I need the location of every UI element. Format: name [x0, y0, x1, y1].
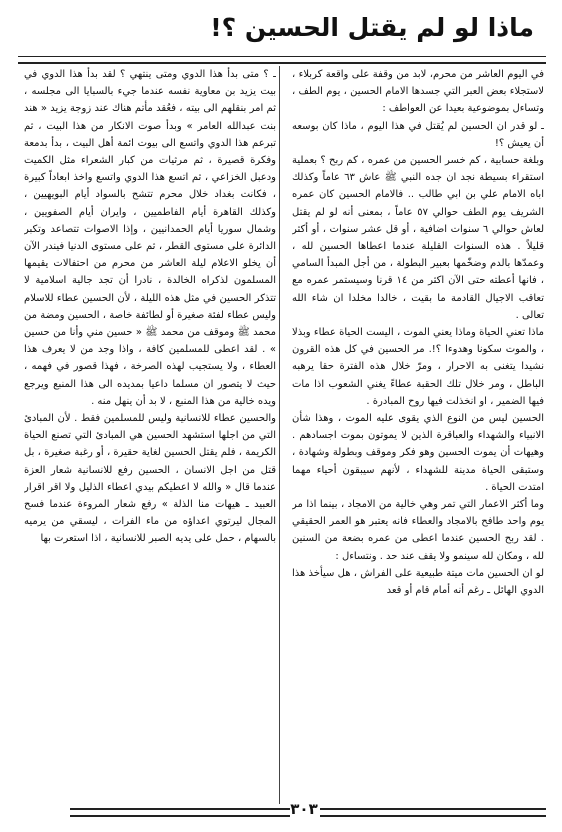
paragraph: والحسين عطاء للانسانية وليس للمسلمين فقط . لأن المبادئ التي من اجلها استشهد الحسين هي المبادئ التي تصنع الحياة الكريمة ، فلم يقتل الحسين لغاية حقيرة ، أو رغبة صغيرة ، بل قتل من اجل الانسان ، الحسين رفع للانسانية شعار العزة عندما قال « والله لا اعطيكم بيدي اعطاء الذليل ولا اقر اقرار العبيد ـ هيهات منا الذلة » رفع شعار المروءة عندما فسح المجال ليرتوي اعداؤه من ماء الفرات ، ليسقي من يرميه بالسهام ، حمل على يديه الصبر للانسانية ، اذا استعرت بها [24, 413, 276, 545]
footer-rule [70, 815, 290, 817]
paragraph: وبلغة حسابية ، كم خسر الحسين من عمره ، كم ربح ؟ بعملية استقراء بسيطة نجد ان جده النبي ﷺ عاش ٦٣ عاماً وكذلك اباه الامام علي بن ابي طالب .. فالامام الحسين كان عمره الشريف يوم الطف حوالي ٥٧ عاماً ، بمعنى أنه لو لم يقتل لعاش حوالي ٦ سنوات اضافية ، أو قل عشر سنوات ، أو أكثر قليلاً . هذه السنوات القليلة عندما اعطاها الحسين لله ، وعمدّها بالدم وضخّمها بعبير البطولة ، من أجل المبدأ السامي ، فانها أعطته حتى الآن اكثر من ١٤ قرنا وسيستمر عمره مع تعاقب الاجيال القادمة ما بقيت ، خالدا مخلدا ان شاء الله تعالى . [292, 155, 544, 321]
footer-rule [320, 815, 546, 817]
column-divider [279, 66, 280, 804]
footer-rule [70, 808, 290, 810]
paragraph: وما أكثر الاعمار التي تمر وهي خالية من الامجاد ، بينما اذا مر يوم واحد طافح بالامجاد والعطاء فانه يعتبر هو العمر الحقيقي . لقد ربح الحسين عندما اعطى من عمره بضعة من السنين لله ، ومكان لله سينمو ولا يقف عند حد . ونتساءل : [292, 499, 544, 562]
page-number: ٣٠٣ [290, 800, 318, 818]
paragraph: الحسين ليس من النوع الذي يقوى عليه الموت ، وهذا شأن الانبياء والشهداء والعباقرة الذين لا يموتون بموت اجسادهم . وهيهات أن يموت الحسين وهو فكر وموقف وبطولة وشهادة ، وستبقى الحياة مدينة للشهداء ، لأنهم سيبقون أحياء مهما امتدت الحياة . [292, 413, 544, 493]
paragraph: في اليوم العاشر من محرم، لابد من وقفة على واقعة كربلاء ، لاستجلاء بعض العبر التي جسدها الامام الحسين ، يوم الطف ، وتساءل بموضوعية بعيدا عن العواطف : [292, 69, 544, 115]
title-divider [18, 56, 546, 64]
footer-rule [320, 808, 546, 810]
paragraph: ـ ؟ متى بدأ هذا الدوي ومتى ينتهي ؟ لقد بدأ هذا الدوي في بيت يزيد بن معاوية نفسه عندما جيء بالسبايا الى مجلسه ، ثم امر بنقلهم الى بيته ، فعُقد مأتم هناك عند زوجة يزيد « هند بنت عبدالله العامر » وبدأ صوت الانكار من هذا البيت ، ثم تبرعم هذا الدوي واتسع الى بيوت ائمة أهل البيت ، بدأ بدمعة وفكرة قصيرة ، ثم مرثيات من كبار الشعراء مثل الكميت ودعبل الخزاعي ، ثم اتسع هذا الدوي واتسع واخذ ابعاداً كبيرة ، فكانت بغداد خلال محرم تتشح بالسواد أيام البويهيين ، وكذلك القاهرة أيام الفاطميين ، وايران أيام الصفويين ، وشمال سوريا أيام الحمدانيين ، وإذا الاصوات تتصاعد وتكبر الدائرة على مستوى القطر ، ثم على مستوى الدنيا فيندر الآن أن يخلو الاعلام ليلة العاشر من محرم من احتفالات يقيمها المسلمون لذكراه الخالدة ، نادرا أن تجد جالية اسلامية لا تتذكر الحسين في مثل هذه الليلة ، لأن الحسين عطاء للاسلام وليس عطاء لفئة صغيرة أو لطائفة خاصة ، الحسين ومضة من محمد ﷺ وموقف من محمد ﷺ « حسين مني وأنا من حسين » . لقد اعطى للمسلمين كافة ، واذا وجد من لا يعرف هذا العطاء ، ولا يستجيب لهذه الصرخة ، فهذا قصور في فهمه ، حيث لا يتصور ان مسلما داعيا بمديده الى هذا المنبع ويرجع ويده خالية من هذا المنبع ، لا بد أن ينهل منه . [24, 69, 276, 407]
paragraph: ـ لو قدر ان الحسين لم يُقتل في هذا اليوم ، ماذا كان بوسعه أن يعيش ؟! [292, 120, 544, 149]
paragraph: لو ان الحسين مات ميتة طبيعية على الفراش ، هل سيأخذ هذا الدوي الهائل ـ رغم أنه أمام قام أو قعد [292, 567, 544, 597]
paragraph: ماذا تعني الحياة وماذا يعني الموت ، اليست الحياة عطاء وبذلا ، والموت سكونا وهدوءا ؟!. مر الحسين في كل هذه القرون نشيدا يتغنى به الاحرار ، ومرّ خلال هذه الفترة حقا يرهبه الباطل ، ومر خلال تلك الحقبة عطاءً يغني الشعوب اذا مات فيها الضمير ، او انخذلت فيها روح المبادرة . [292, 327, 544, 407]
page-title: ماذا لو لم يقتل الحسين ؟! [210, 13, 534, 42]
left-text-column [24, 66, 276, 806]
right-text-column [292, 66, 544, 806]
